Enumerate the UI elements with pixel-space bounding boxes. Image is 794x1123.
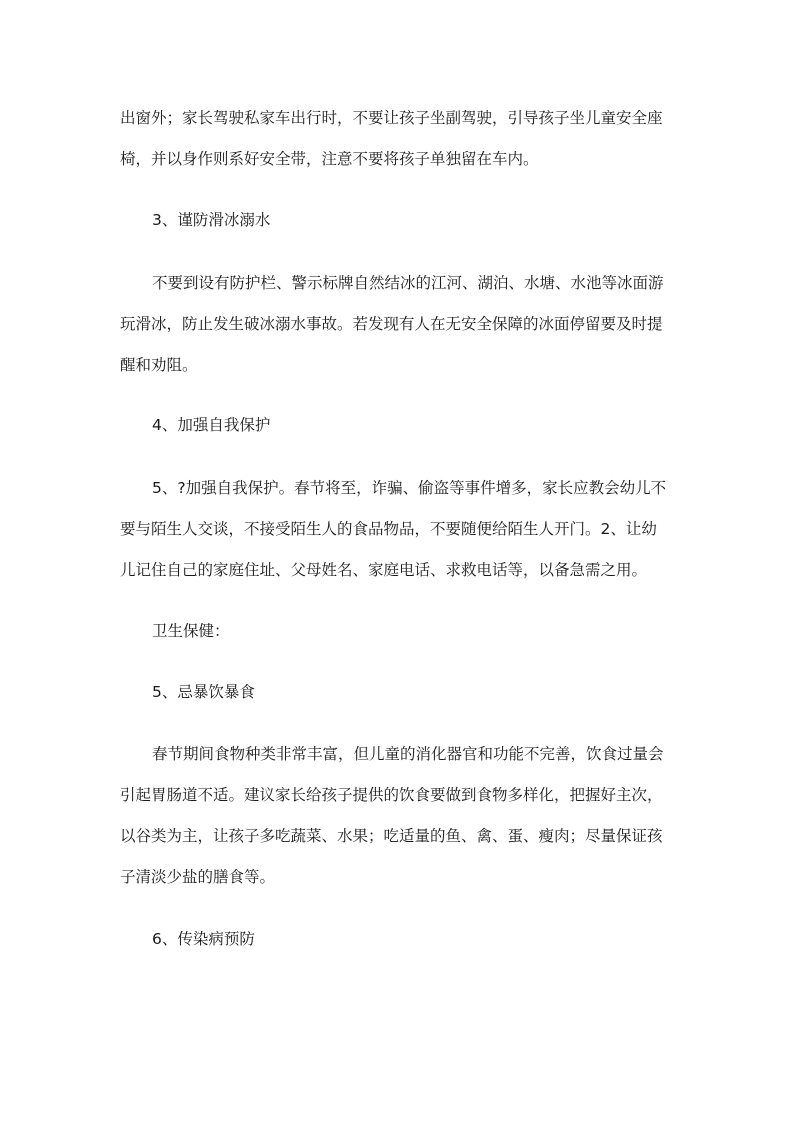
text-line: 以谷类为主，让孩子多吃蔬菜、水果；吃适量的鱼、禽、蛋、瘦肉；尽量保证孩 [120, 827, 663, 845]
text-line: 要与陌生人交谈，不接受陌生人的食品物品，不要随便给陌生人开门。2、让幼 [120, 520, 657, 538]
paragraph-ice-safety [120, 263, 690, 386]
section-heading: 卫生保健： [152, 622, 230, 640]
text-line: 不要到设有防护栏、警示标牌自然结冰的江河、湖泊、水塘、水池等冰面游 [152, 274, 664, 292]
heading-overeating [120, 672, 690, 713]
text-line: 引起胃肠道不适。建议家长给孩子提供的饮食要做到食物多样化，把握好主次， [120, 786, 663, 804]
paragraph-diet [120, 734, 690, 898]
heading-ice-safety [120, 200, 690, 241]
text-line: 儿记住自己的家庭住址、父母姓名、家庭电话、求救电话等，以备急需之用。 [120, 561, 648, 579]
section-heading: 5、忌暴饮暴食 [152, 683, 255, 701]
text-line: 椅，并以身作则系好安全带，注意不要将孩子单独留在车内。 [120, 150, 539, 168]
text-line: 玩滑冰，防止发生破冰溺水事故。若发现有人在无安全保障的冰面停留要及时提 [120, 315, 663, 333]
heading-self-protection [120, 405, 690, 446]
text-line: 醒和劝阻。 [120, 356, 198, 374]
paragraph-car-safety-continuation [120, 98, 690, 180]
section-heading: 4、加强自我保护 [152, 416, 271, 434]
text-line: 春节期间食物种类非常丰富，但儿童的消化器官和功能不完善，饮食过量会 [152, 745, 664, 763]
text-line: 出窗外；家长驾驶私家车出行时，不要让孩子坐副驾驶，引导孩子坐儿童安全座 [120, 109, 663, 127]
section-heading: 6、传染病预防 [152, 930, 255, 948]
paragraph-self-protection [120, 468, 690, 591]
heading-disease-prevention [120, 919, 690, 960]
heading-hygiene [120, 611, 690, 652]
section-heading: 3、谨防滑冰溺水 [152, 211, 271, 229]
text-line: 5、?加强自我保护。春节将至，诈骗、偷盗等事件增多，家长应教会幼儿不 [152, 479, 667, 497]
text-line: 子清淡少盐的膳食等。 [120, 868, 276, 886]
